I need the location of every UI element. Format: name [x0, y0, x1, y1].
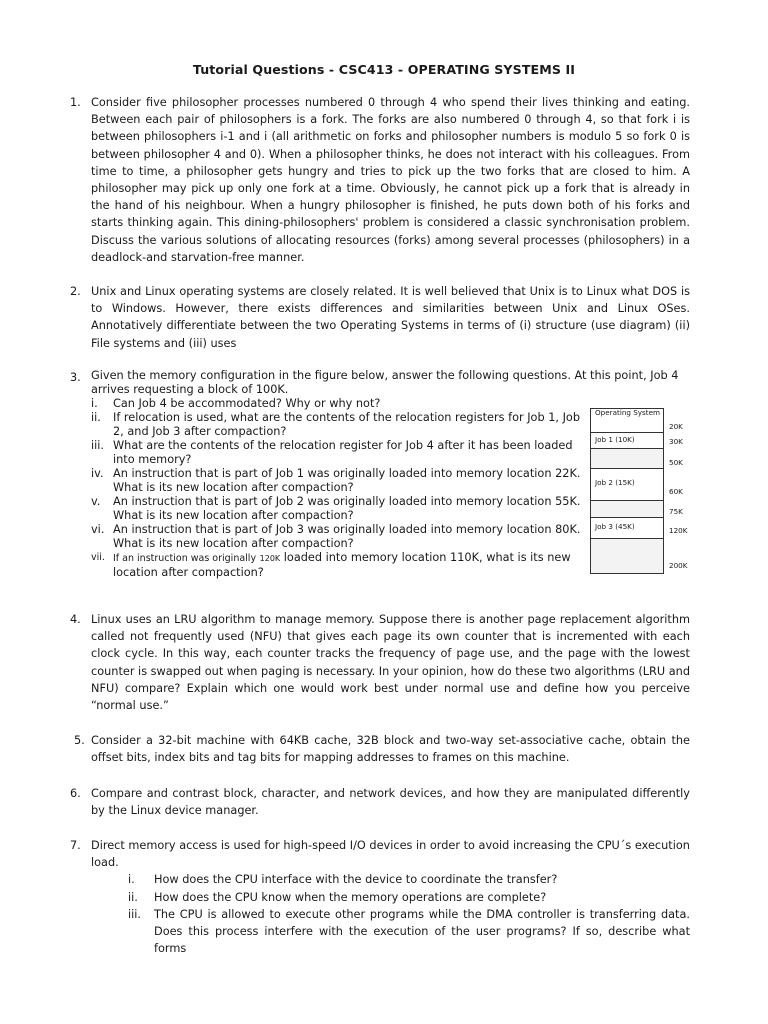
question-text: Consider a 32-bit machine with 64KB cache, 32B block and two-way set-associative cache, obtain the offset bits, index bits and tag bits for mapping addresses to frames on this machine.	[91, 734, 690, 765]
sub-question: v. An instruction that is part of Job 2 was originally loaded into memory location 55K. What is its new location after compaction?	[91, 495, 581, 522]
memory-label: 200K	[669, 561, 688, 570]
question-number: 1.	[70, 96, 81, 109]
sub-question: vi. An instruction that is part of Job 3 was originally loaded into memory location 80K. What is its new location after compaction?	[91, 523, 581, 550]
segment-job2: Job 2 (15K)	[591, 469, 663, 501]
sub-question: i. How does the CPU interface with the device to coordinate the transfer?	[128, 873, 558, 887]
memory-label: 30K	[669, 437, 683, 446]
memory-diagram	[590, 408, 664, 574]
sub-question: i. Can Job 4 be accommodated? Why or why not?	[91, 397, 381, 410]
sub-question: iv. An instruction that is part of Job 1 was originally loaded into memory location 22K. What is its new location after compaction?	[91, 467, 581, 494]
question-6	[70, 785, 690, 819]
segment-job3: Job 3 (45K)	[591, 518, 663, 539]
sub-question: iii. What are the contents of the relocation register for Job 4 after it has been loaded into memory?	[91, 439, 573, 466]
memory-label: 60K	[669, 487, 683, 496]
segment-free	[591, 449, 663, 469]
question-2	[70, 283, 690, 352]
question-text: Linux uses an LRU algorithm to manage memory. Suppose there is another page replacement algorithm called not frequently used (NFU) that gives each page its own counter that is incremented with each clock cycle. In this way, each counter tracks the frequency of page use, and the page with the lowest counter is swapped out when paging is necessary. In your opinion, how do these two algorithms (LRU and NFU) compare? Explain which one would work best under normal use and define how you perceive “normal use.”	[91, 613, 690, 713]
sub-question: ii. How does the CPU know when the memory operations are complete?	[128, 890, 547, 904]
segment-free	[591, 501, 663, 518]
memory-label: 120K	[669, 526, 688, 535]
sub-question: vii. If an instruction was originally 120K loaded into memory location 110K, what is its new location after compaction?	[91, 551, 571, 579]
segment-free	[591, 539, 663, 573]
segment-job1: Job 1 (10K)	[591, 433, 663, 449]
question-4	[70, 611, 690, 714]
question-number: 7.	[70, 839, 81, 852]
question-1	[70, 94, 690, 266]
question-number: 2.	[70, 285, 81, 298]
memory-label: 20K	[669, 422, 683, 431]
question-text: Direct memory access is used for high-speed I/O devices in order to avoid increasing the CPU´s execution load.	[91, 839, 690, 870]
question-text: Given the memory configuration in the figure below, answer the following questions. At this point, Job 4 arrives requesting a block of 100K.	[91, 369, 679, 396]
sub-question: iii. The CPU is allowed to execute other programs while the DMA controller is transferring data. Does this process interfere with the execution of the user programs? If so, describe what forms	[128, 907, 690, 956]
question-text: Consider five philosopher processes numbered 0 through 4 who spend their lives thinking and eating. Between each pair of philosophers is a fork. The forks are also numbered 0 through 4, so that fork i is between philosophers i-1 and i (all arithmetic on forks and philosopher numbers is modulo 5 so fork 0 is between philosopher 4 and 0). When a philosopher thinks, he does not interact with his colleagues. From time to time, a philosopher gets hungry and tries to pick up the two forks that are closed to him. A philosopher may pick up only one fork at a time. Obviously, he cannot pick up a fork that is already in the hand of his neighbour. When a hungry philosopher is finished, he puts down both of his forks and starts thinking again. This dining-philosophers' problem is considered a classic synchronisation problem. Discuss the various solutions of allocating resources (forks) among several processes (philosophers) in a deadlock-and starvation-free manner.	[91, 96, 690, 264]
memory-label: 50K	[669, 458, 683, 467]
question-text: Unix and Linux operating systems are closely related. It is well believed that Unix is to Linux what DOS is to Windows. However, there exists differences and similarities between Unix and Linux OSes. Annotatively differentiate between the two Operating Systems in terms of (i) structure (use diagram) (ii) File systems and (iii) uses	[91, 285, 690, 350]
question-number: 5.	[74, 734, 85, 747]
question-number: 3.	[70, 371, 81, 384]
question-number: 6.	[70, 787, 81, 800]
question-7	[70, 837, 690, 957]
question-5	[74, 732, 690, 766]
segment-os: Operating System	[591, 409, 663, 433]
question-number: 4.	[70, 613, 81, 626]
page-title: Tutorial Questions - CSC413 - OPERATING SYSTEMS II	[192, 62, 576, 77]
question-text: Compare and contrast block, character, and network devices, and how they are manipulated differently by the Linux device manager.	[91, 787, 690, 818]
memory-label: 75K	[669, 507, 683, 516]
sub-question: ii. If relocation is used, what are the contents of the relocation registers for Job 1, Job 2, and Job 3 after compaction?	[91, 411, 581, 438]
